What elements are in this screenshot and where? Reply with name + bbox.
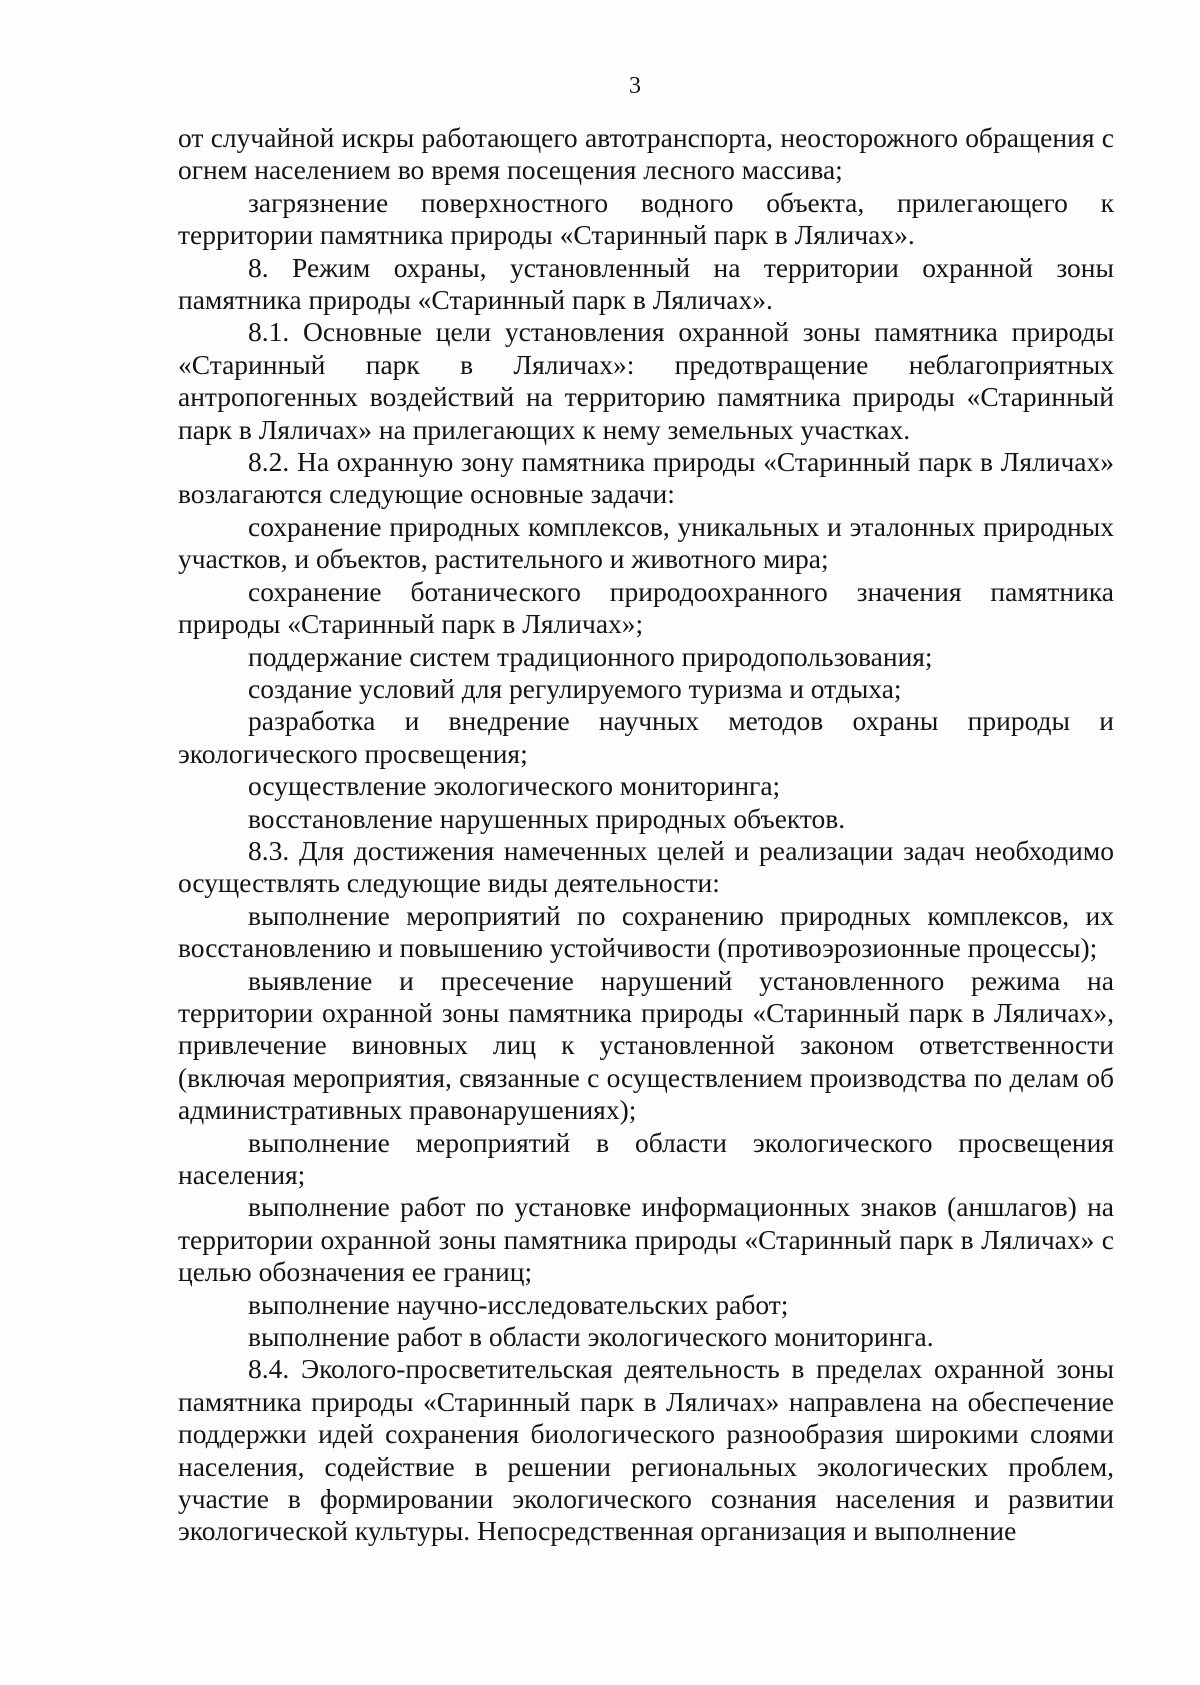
list-item: выполнение мероприятий в области экологического просвещения населения; [178, 1126, 1114, 1190]
page-number: 3 [629, 73, 641, 99]
paragraph-8-3: 8.3. Для достижения намеченных целей и реализации задач необходимо осуществлять следующие виды деятельности: [178, 834, 1114, 899]
paragraph-8-1: 8.1. Основные цели установления охранной зоны памятника природы «Старинный парк в Ляличах»: предотвращение неблагоприятных антропогенных воздействий на территорию памятника природы «Старинный парк в Ляличах» на прилегающих к нему земельных участках. [178, 316, 1114, 445]
list-item: сохранение ботанического природоохранного значения памятника природы «Старинный парк в Ляличах»; [178, 575, 1114, 640]
list-item: выполнение научно-исследовательских работ; [248, 1288, 789, 1320]
list-item: сохранение природных комплексов, уникальных и эталонных природных участков, и объектов, растительного и животного мира; [178, 510, 1114, 575]
paragraph-8-4: 8.4. Эколого-просветительская деятельность в пределах охранной зоны памятника природы «Старинный парк в Ляличах» направлена на обеспечение поддержки идей сохранения биологического разнообразия широкими слоями населения, содействие в решении региональных экологических проблем, участие в формировании экологического сознания населения и развитии экологической культуры. Непосредственная организация и выполнение [178, 1353, 1114, 1547]
paragraph-8-2: 8.2. На охранную зону памятника природы «Старинный парк в Ляличах» возлагаются следующие основные задачи: [178, 446, 1114, 510]
list-item: выполнение работ в области экологического мониторинга. [248, 1321, 934, 1353]
section-heading-8: 8. Режим охраны, установленный на территории охранной зоны памятника природы «Старинный парк в Ляличах». [178, 251, 1114, 316]
list-item: создание условий для регулируемого туризма и отдыха; [248, 672, 902, 704]
list-item: выполнение работ по установке информационных знаков (аншлагов) на территории охранной зоны памятника природы «Старинный парк в Ляличах» с целью обозначения ее границ; [178, 1191, 1114, 1288]
document-body [178, 122, 1114, 1548]
list-item: восстановление нарушенных природных объектов. [248, 802, 846, 834]
list-item: выявление и пресечение нарушений установленного режима на территории охранной зоны памятника природы «Старинный парк в Ляличах», привлечение виновных лиц к установленной законом ответственности (включая мероприятия, связанные с осуществлением производства по делам об административных правонарушениях); [178, 964, 1114, 1126]
paragraph: загрязнение поверхностного водного объекта, прилегающего к территории памятника природы «Старинный парк в Ляличах». [178, 186, 1114, 251]
list-item: осуществление экологического мониторинга; [248, 770, 781, 802]
list-item: разработка и внедрение научных методов охраны природы и экологического просвещения; [178, 705, 1114, 769]
list-item: поддержание систем традиционного природопользования; [248, 640, 933, 672]
list-item: выполнение мероприятий по сохранению природных комплексов, их восстановлению и повышению устойчивости (противоэрозионные процессы); [178, 899, 1114, 964]
paragraph: от случайной искры работающего автотранспорта, неосторожного обращения с огнем населением во время посещения лесного массива; [178, 122, 1114, 186]
